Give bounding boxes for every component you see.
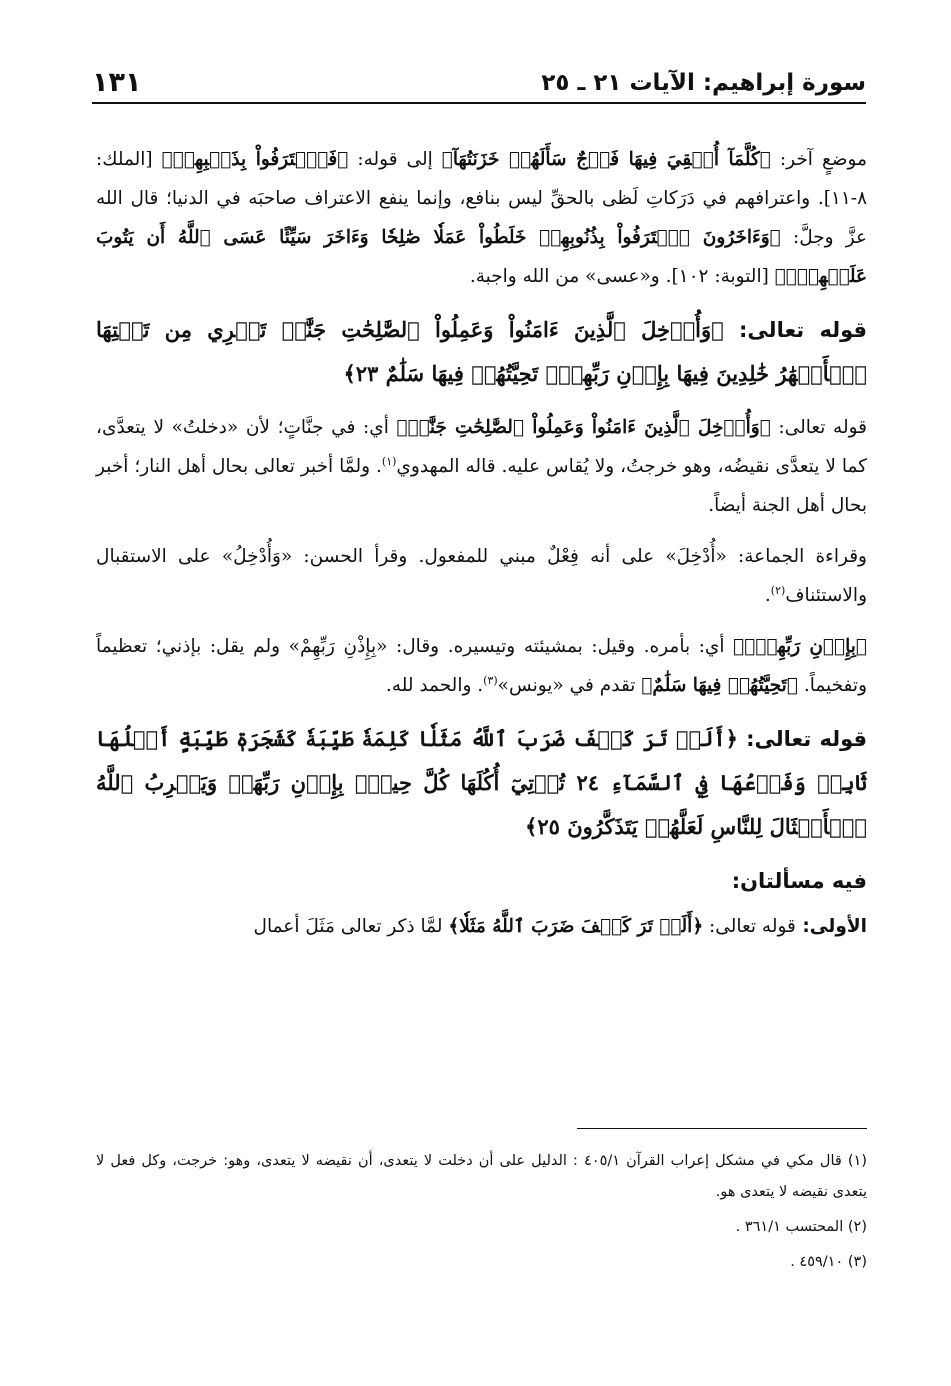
- footnote-ref-2[interactable]: (٢): [770, 583, 786, 597]
- header-title: سورة إبراهيم: الآيات ٢١ ـ ٢٥: [541, 70, 866, 96]
- p5-text-1: قوله تعالى:: [703, 916, 796, 937]
- p5-text-2: لمَّا ذكر تعالى مَثَلَ أعمال: [253, 916, 449, 937]
- paragraph-1: [96, 140, 867, 296]
- p2-text-2: أي: في جنَّاتٍ؛ لأن «دخلتُ» لا يتعدَّى، كما لا يتعدَّى نقيضُه، وهو خرجتُ، ولا يُقاس عليه. قاله المهدوي: [96, 417, 867, 477]
- p1-text-3: [الملك: ٨-١١]. واعترافهم في دَرَكاتِ لَظى بالحقِّ ليس بنافع، وإنما ينفع الاعتراف صاحبَه في الدنيا؛ قال الله عزَّ وجلَّ:: [96, 149, 868, 248]
- p2-text-3: . ولمَّا أخبر تعالى بحال أهل النار؛ أخبر بحال أهل الجنة أيضاً.: [96, 456, 867, 516]
- main-text: [96, 140, 867, 958]
- p5-quran-1: ﴿أَلَمۡ تَرَ كَيۡفَ ضَرَبَ ٱللَّهُ مَثَلٗا﴾: [448, 916, 704, 937]
- footnote-2: (٢) المحتسب ٣٦١/١ .: [735, 1219, 867, 1235]
- footnote-ref-3[interactable]: (٣): [483, 673, 498, 687]
- paragraph-2: [96, 408, 867, 525]
- paragraph-3: [96, 537, 867, 615]
- p4-text-1: أي: بأمره. وقيل: بمشيئته وتيسيره. وقال: «بِإِذْنِ رَبِّهِمْ» ولم يقل: بإذني؛ تعظيماً وتفخيماً.: [96, 636, 867, 696]
- p1-quran-3: ﴿وَءَاخَرُونَ ٱعۡتَرَفُواْ بِذُنُوبِهِمۡ خَلَطُواْ عَمَلٗا صَٰلِحٗا وَءَاخَرَ سَيِّئًا عَسَى ٱللَّهُ أَن يَتُوبَ عَلَيۡهِمۡۚ﴾: [96, 227, 867, 287]
- footnote-ref-1[interactable]: (١): [381, 454, 397, 468]
- p2-quran-1: ﴿وَأُدۡخِلَ ٱلَّذِينَ ءَامَنُواْ وَعَمِلُواْ ٱلصَّٰلِحَٰتِ جَنَّٰتٖ﴾: [396, 417, 771, 438]
- paragraph-4: [96, 627, 867, 705]
- p1-text-1: موضعٍ آخر:: [770, 149, 867, 170]
- p4-text-2: تقدم في «يونس»: [497, 675, 642, 696]
- verse-24-heading: قوله تعالى:: [737, 727, 867, 751]
- footnote-1: (١) قال مكي في مشكل إعراب القرآن ٤٠٥/١ : الدليل على أن دخلت لا يتعدى، أن نقيضه لا يتعدى، وهو: خرجت، وكل فعل لا يتعدى نقيضه لا يتعدى هو.: [96, 1153, 867, 1200]
- p1-text-2: إلى قوله:: [348, 149, 442, 170]
- p1-text-4: [التوبة: ١٠٢]. و«عسى» من الله واجبة.: [469, 266, 775, 287]
- p1-quran-2: ﴿فَٱعۡتَرَفُواْ بِذَنۢبِهِمۡ﴾: [161, 149, 349, 170]
- footnote-divider: [577, 1128, 867, 1129]
- section-title: فيه مسألتان:: [731, 869, 867, 893]
- p3-text-2: .: [764, 585, 771, 606]
- paragraph-5: [96, 907, 867, 946]
- footnotes: [96, 1146, 867, 1282]
- verse-23-heading: قوله تعالى:: [723, 318, 867, 342]
- p4-quran-2: ﴿تَحِيَّتُهُمۡ فِيهَا سَلَٰمٌ﴾: [641, 675, 798, 696]
- p1-quran-1: ﴿كُلَّمَآ أُلۡقِيَ فِيهَا فَوۡجٌ سَأَلَهُمۡ خَزَنَتُهَآ﴾: [441, 149, 771, 170]
- verse-24-25-text: ﴿أَلَمۡ تَرَ كَيۡفَ ضَرَبَ ٱللَّهُ مَثَلٗا كَلِمَةٗ طَيِّبَةٗ كَشَجَرَةٖ طَيِّبَةٍ أَصۡلُهَا ثَابِتٞ وَفَرۡعُهَا فِي ٱلسَّمَآءِ ٢٤ تُؤۡتِيٓ أُكُلَهَا كُلَّ حِينِۭ بِإِذۡنِ رَبِّهَاۗ وَيَضۡرِبُ ٱللَّهُ ٱلۡأَمۡثَالَ لِلنَّاسِ لَعَلَّهُمۡ يَتَذَكَّرُونَ ٢٥﴾: [96, 726, 867, 839]
- verse-23-text: ﴿وَأُدۡخِلَ ٱلَّذِينَ ءَامَنُواْ وَعَمِلُواْ ٱلصَّٰلِحَٰتِ جَنَّٰتٖ تَجۡرِي مِن تَحۡتِهَا ٱلۡأَنۡهَٰرُ خَٰلِدِينَ فِيهَا بِإِذۡنِ رَبِّهِمۡۖ تَحِيَّتُهُمۡ فِيهَا سَلَٰمٌ ٢٣﴾: [96, 317, 867, 386]
- verse-block-24-25: [96, 717, 867, 849]
- p4-quran-1: ﴿بِإِذۡنِ رَبِّهِمۡۖ﴾: [733, 636, 868, 657]
- verse-block-23: [96, 308, 867, 396]
- footnote-3: (٣) ٤٥٩/١٠ .: [790, 1254, 867, 1270]
- page-number: ١٣١: [92, 67, 142, 98]
- p4-text-3: . والحمد لله.: [385, 675, 484, 696]
- running-header: [92, 52, 866, 104]
- p2-text-1: قوله تعالى:: [770, 417, 867, 438]
- p5-lead: الأولى:: [795, 916, 867, 937]
- p3-text-1: وقراءة الجماعة: «أُدْخِلَ» على أنه فِعْلٌ مبني للمفعول. وقرأ الحسن: «وَأُدْخِلُ» على الاستقبال والاستئناف: [96, 546, 867, 606]
